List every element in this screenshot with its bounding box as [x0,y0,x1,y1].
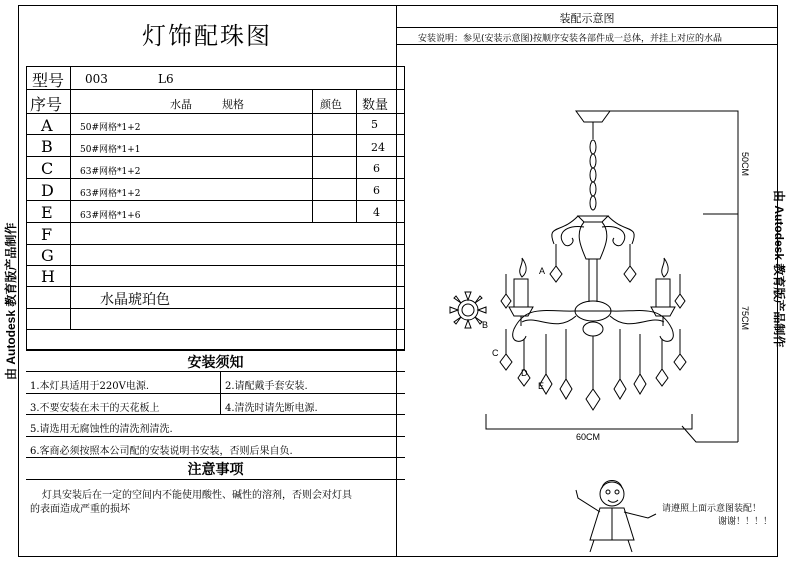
crystal-color-note: 水晶琥珀色 [100,292,170,308]
row-d-qty: 6 [373,184,380,197]
header-index: 序号 [30,95,63,114]
row-d-spec: 63#网格*1+2 [80,189,141,199]
row-e-qty: 4 [373,206,380,219]
row-c-index: C [41,159,54,178]
caution-line-1: 灯具安装后在一定的空间内不能使用酸性、碱性的溶剂，否则会对灯具 [42,490,352,501]
row-e-index: E [41,203,53,222]
header-qty: 数量 [362,98,389,113]
install-item-4: 4.清洗时请先断电源. [225,403,318,414]
row-f-index: F [41,225,53,244]
row-b-spec: 50#网格*1+1 [80,145,141,155]
mascot-figure [570,470,665,555]
row-a-qty: 5 [371,118,378,131]
row-a-spec: 50#网格*1+2 [80,123,141,133]
model-code: 003 [85,72,108,86]
row-c-qty: 6 [373,162,380,175]
diagram-heading: 装配示意图 [559,12,615,25]
install-notice-heading: 安装须知 [187,355,244,371]
label-e: E [538,381,545,391]
model-type: L6 [158,72,174,86]
model-label: 型号 [32,71,65,90]
header-spec: 规格 [222,98,244,111]
install-item-6: 6.客商必须按照本公司配的安装说明书安装，否则后果自负. [30,446,293,457]
dim-width: 60CM [576,432,601,442]
install-instruction: 安装说明：参见(安装示意图)按顺序安装各部件成一总体，并挂上对应的水晶 [418,34,723,44]
canopy [576,111,610,122]
dimension-lines [486,111,738,442]
page-title: 灯饰配珠图 [142,22,272,50]
install-item-2: 2.请配戴手套安装. [225,381,308,392]
header-crystal: 水晶 [170,98,192,111]
caution-heading: 注意事项 [187,462,244,478]
row-e-spec: 63#网格*1+6 [80,211,141,221]
row-b-qty: 24 [371,141,385,154]
label-b: B [482,320,489,330]
label-c: C [492,348,499,358]
rosette-ornament [450,292,489,330]
row-c-spec: 63#网格*1+2 [80,167,141,177]
label-a: A [539,266,546,276]
install-item-3: 3.不要安装在未干的天花板上 [30,403,160,414]
side-caption-left: 由 Autodesk 教育版产品制作 [4,222,18,380]
row-h-index: H [41,267,55,286]
dim-chain: 50CM [740,152,750,177]
install-item-1: 1.本灯具适用于220V电源. [30,381,150,392]
caution-line-2: 的表面造成严重的损坏 [30,504,130,515]
row-b-index: B [41,137,53,156]
speech-line-1: 请遵照上面示意图装配！ [662,504,762,514]
dim-height: 75CM [740,306,750,331]
row-d-index: D [41,181,54,200]
row-g-index: G [41,246,54,265]
row-a-index: A [41,116,53,135]
header-color: 颜色 [320,98,342,111]
install-item-5: 5.请选用无腐蚀性的清洗剂清洗. [30,424,173,435]
speech-line-2: 谢谢！！！！ [718,517,773,527]
side-caption-right: 由 Autodesk 教育版产品制作 [772,190,786,348]
label-d: D [521,368,528,378]
chain [590,140,596,210]
upper-vase [579,222,607,259]
